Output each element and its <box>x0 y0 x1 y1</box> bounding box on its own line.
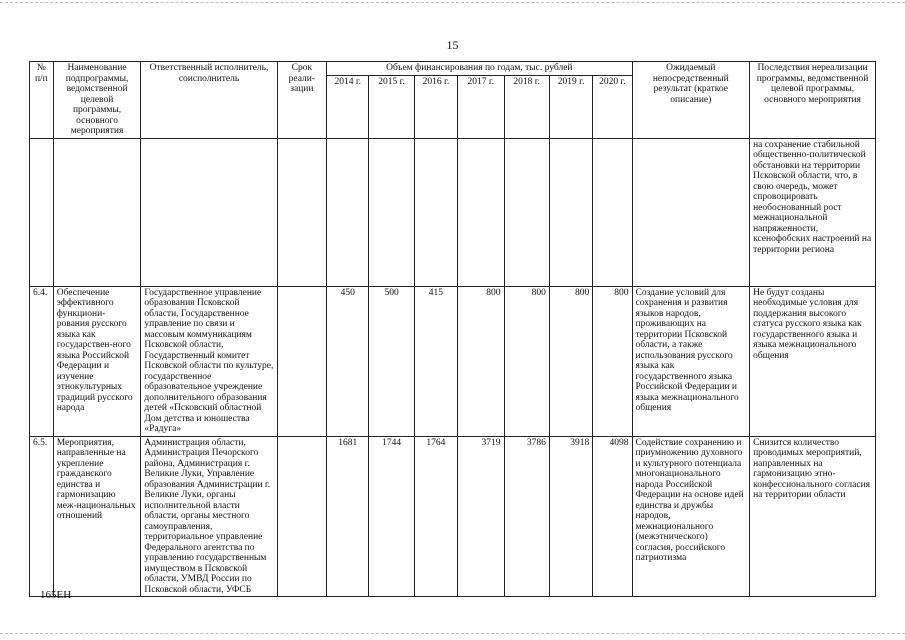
row-value: 1681 <box>327 436 369 597</box>
row-result: Содействие сохранению и приумножению духовного и культурного потенциала многонационального народа Российской Федерации на основе идей единства и дружбы народов, межнационального (межэтнического) согласия, российского патриотизма <box>632 436 750 597</box>
row-term <box>277 436 327 597</box>
row-value: 3719 <box>458 436 504 597</box>
row-term <box>277 286 327 436</box>
row-value: 800 <box>549 286 592 436</box>
header-term: Срок реали-зации <box>277 62 327 139</box>
header-executor: Ответственный исполнитель, соисполнитель <box>141 62 277 139</box>
row-value: 415 <box>414 286 457 436</box>
header-year: 2019 г. <box>549 75 592 138</box>
row-executor: Государственное управление образования Псковской области, Государственное управление по связи и массовым коммуникациям Псковской области, Государственный комитет Псковской области по культуре, государственное образовательное учреждение дополнительного образования детей «Псковский областной Дом детства и юношества «Радуга» <box>141 286 277 436</box>
header-year: 2014 г. <box>327 75 369 138</box>
continuation-consequences: на сохранение стабильной общественно-политической обстановки на территории Псковской области, что, в свою очередь, может спровоцировать необоснованный рост межнациональной напряженности, ксенофобских настроений на территории региона <box>750 138 876 286</box>
row-value: 1764 <box>414 436 457 597</box>
table-row <box>30 286 876 436</box>
header-year: 2016 г. <box>414 75 457 138</box>
row-value: 500 <box>369 286 414 436</box>
header-consequences: Последствия нереализации программы, ведомственной целевой программы, основного мероприятия <box>750 62 876 139</box>
header-num: № п/п <box>30 62 54 139</box>
header-year: 2015 г. <box>369 75 414 138</box>
program-table <box>29 61 876 597</box>
table-row <box>30 436 876 597</box>
header-year: 2020 г. <box>593 75 632 138</box>
row-consequences: Снизится количество проводимых мероприятий, направленных на гармонизацию этно-конфессионального согласия на территории области <box>750 436 876 597</box>
header-year: 2017 г. <box>458 75 504 138</box>
row-executor: Администрация области, Администрация Печорского района, Администрация г. Великие Луки, Управление образования Администрации г. Великие Луки, органы исполнительной власти области, органы местного самоуправления, территориальное управление Федерального агентства по управлению государственным имуществом в Псковской области, УМВД России по Псковской области, УФСБ <box>141 436 277 597</box>
scan-edge-top <box>0 2 905 3</box>
row-name: Мероприятия, направленные на укрепление гражданского единства и гармонизацию меж-национальных отношений <box>53 436 141 597</box>
row-consequences: Не будут созданы необходимые условия для поддержания высокого статуса русского языка как государственного языка и языка межнационального общения <box>750 286 876 436</box>
table-row-continuation <box>30 138 876 286</box>
row-value: 4098 <box>593 436 632 597</box>
footer-code: 165ЕН <box>40 589 72 601</box>
row-num: 6.4. <box>30 286 54 436</box>
row-value: 450 <box>327 286 369 436</box>
row-value: 1744 <box>369 436 414 597</box>
row-value: 800 <box>504 286 549 436</box>
header-result: Ожидаемый непосредственный результат (краткое описание) <box>632 62 750 139</box>
header-year: 2018 г. <box>504 75 549 138</box>
header-name: Наименование подпрограммы, ведомственной целевой программы, основного мероприятия <box>53 62 141 139</box>
row-value: 3918 <box>549 436 592 597</box>
row-value: 800 <box>593 286 632 436</box>
page-number: 15 <box>446 38 459 52</box>
row-result: Создание условий для сохранения и развития языков народов, проживающих на территории Псковской области, а также использования русского языка как государственного языка Российской Федерации и языка межнационального общения <box>632 286 750 436</box>
row-name: Обеспечение эффективного функциони-рования русского языка как государствен-ного языка Российской Федерации и изучение этнокультурных традиций русского народа <box>53 286 141 436</box>
scan-edge-bottom <box>0 633 905 634</box>
header-funding: Объем финансирования по годам, тыс. рублей <box>327 62 632 76</box>
row-value: 3786 <box>504 436 549 597</box>
row-value: 800 <box>458 286 504 436</box>
row-num: 6.5. <box>30 436 54 597</box>
